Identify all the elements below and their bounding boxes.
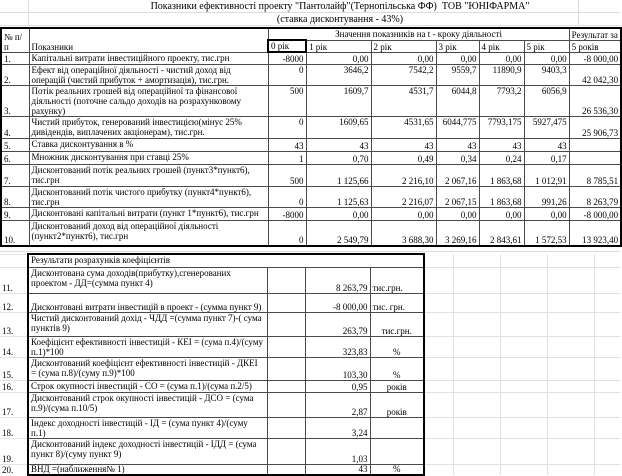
value-cell: 11890,9 [479,64,524,85]
col-header-year-1: 1 рік [306,40,371,52]
table-row [1,52,621,64]
indicator-cell: Чистий дисконтований дохід - ЧДД =(сумма пункт 7)-( сума пунктів 9) [28,312,267,336]
gridline-area [424,417,620,438]
value-cell: 4531,7 [371,85,436,116]
empty-cell [267,267,305,293]
row-num-cell: 7. [1,164,29,186]
result-cell: 13 923,40 [569,220,621,246]
row-num-cell: 12. [0,293,28,312]
table-row [1,64,621,85]
value-cell: 1 125,63 [306,186,371,207]
row-num-cell: 9. [1,207,29,220]
gridline-area [424,336,620,357]
value-cell: 7793,175 [479,116,524,138]
value-cell: 0,00 [371,207,436,220]
header-row-group [1,28,621,40]
value-cell: 0 [268,220,306,246]
value-cell: 2 067,15 [436,186,479,207]
table-row [0,417,620,438]
table-row [1,164,621,186]
unit-cell: тис.грн. [370,267,424,293]
row-num-cell: 20. [0,464,28,475]
unit-cell: тис. грн. [370,293,424,312]
table-row [0,336,620,357]
value-cell: 0,49 [371,151,436,164]
unit-cell: % [370,336,424,357]
gridline-area [424,438,620,464]
col-header-year-5: 5 рік [524,40,569,52]
value-cell: 0,70 [306,151,371,164]
row-num-cell: 8. [1,186,29,207]
value-cell: 0,00 [524,52,569,64]
col-header-indicator: Показники [29,28,268,52]
row-num-cell: 1. [1,52,29,64]
value-cell: 0,00 [306,52,371,64]
value-cell: 0,00 [479,207,524,220]
value-cell: 7542,2 [371,64,436,85]
result-cell: 25 906,73 [569,116,621,138]
value-cell: 0,00 [479,52,524,64]
row-num-cell: 11. [0,267,28,293]
row-num-cell: 6. [1,151,29,164]
value-cell: 7793,2 [479,85,524,116]
row-num-cell [0,254,28,267]
value-cell: 8 263,79 [305,267,370,293]
result-cell: -8 000,00 [569,52,621,64]
result-cell [569,138,621,151]
value-cell: 9403,3 [524,64,569,85]
value-cell: 6044,775 [436,116,479,138]
unit-cell: % [370,464,424,475]
value-cell: 1609,65 [306,116,371,138]
value-cell: 0,00 [436,207,479,220]
value-cell: 0 [268,116,306,138]
unit-cell: років [370,392,424,417]
indicator-cell: Коефіцієнт ефективності інвестицій - КЕІ = (сума п.4)/(суму п.1)*100 [28,336,267,357]
value-cell: 9559,7 [436,64,479,85]
value-cell: 0 [268,186,306,207]
results-section-title: Результати розрахунків коефіцієнтів [28,254,424,267]
empty-cell [267,417,305,438]
row-num-cell: 14. [0,336,28,357]
empty-cell [267,293,305,312]
value-cell: 3 269,16 [436,220,479,246]
gridline-area [424,293,620,312]
value-cell: 0,00 [436,52,479,64]
value-cell: 500 [268,85,306,116]
indicator-cell: Дисконтована сума доходів(прибутку),сгенерованих проектом - ДД=(сумма пункт 4) [28,267,267,293]
unit-cell: % [370,357,424,380]
indicator-cell: ВНД =(наближення№ 1) [28,464,267,475]
value-cell: -8000 [268,207,306,220]
row-num-cell: 16. [0,380,28,392]
value-cell: 6056,9 [524,85,569,116]
gridline-area [424,312,620,336]
indicator-cell: Дисконтований індекс доходності інвестицій - ІДД = (сума пункт 8)/(суму пункт 9) [28,438,267,464]
unit-cell [370,417,424,438]
table-row [0,438,620,464]
value-cell: -8000 [268,52,306,64]
value-cell: 5927,475 [524,116,569,138]
table-row [1,138,621,151]
value-cell: 0,34 [436,151,479,164]
indicator-cell: Ефект від операційної діяльності - чистий доход від операцій (чистий прибуток + амортизація), тис.грн. [29,64,268,85]
table-row [1,220,621,246]
gridline-area [424,357,620,380]
value-cell: 0,00 [371,52,436,64]
empty-cell [267,357,305,380]
value-cell: 1609,7 [306,85,371,116]
value-cell: 1 125,66 [306,164,371,186]
value-cell: 1 863,68 [479,186,524,207]
unit-cell: тис.грн. [370,312,424,336]
empty-cell [267,312,305,336]
value-cell: 0,95 [305,380,370,392]
row-num-cell: 13. [0,312,28,336]
value-cell: 3 688,30 [371,220,436,246]
value-cell: 0,24 [479,151,524,164]
col-header-group: Значення показників на t - кроку діяльності [268,28,569,40]
result-cell [569,151,621,164]
table-row [1,207,621,220]
subtitle-row [0,13,620,26]
value-cell: 0,17 [524,151,569,164]
result-cell: 8 785,51 [569,164,621,186]
indicator-cell: Потік реальних грошей від операційної та фінансової діяльності (поточне сальдо доходів на розрахунковому рахунку) [29,85,268,116]
row-num-cell: 3. [1,85,29,116]
unit-cell: років [370,380,424,392]
indicator-cell: Дисконтований строк окупності інвестицій - ДСО = (сума п.9)/(сума п.10/5) [28,392,267,417]
value-cell: 43 [306,138,371,151]
value-cell: 4531,65 [371,116,436,138]
col-header-num: № п/п [1,28,29,52]
indicators-table [0,27,622,247]
result-cell: 42 042,30 [569,64,621,85]
value-cell: 0 [268,64,306,85]
value-cell: 1 [268,151,306,164]
indicator-cell: Строк окупності інвестицій - СО = (сума п.1)/(сума п.2/5) [28,380,267,392]
gridline-vertical [578,0,579,26]
table-row [1,186,621,207]
indicator-cell: Капітальні витрати інвестиційного проекту, тис.грн [29,52,268,64]
value-cell: 2,87 [305,392,370,417]
table-row [0,392,620,417]
col-header-year-2: 2 рік [371,40,436,52]
indicator-cell: Дисконтований потік реальних грошей (пункт3*пункт6), тис.грн [29,164,268,186]
row-num-cell: 2. [1,64,29,85]
document-title: Показники ефективності проекту "Пантолайф"(Тернопільська ФФ) ТОВ "ЮНІФАРМА" [150,1,530,12]
value-cell: 3646,2 [306,64,371,85]
table-row [1,116,621,138]
value-cell: 991,26 [524,186,569,207]
indicator-cell: Чистий прибуток, генерований інвестицією(мінус 25% дивідендів, виплачених акціонерам), тис.грн. [29,116,268,138]
value-cell: 43 [479,138,524,151]
value-cell: 2 067,16 [436,164,479,186]
col-header-result-top: Результат за [569,28,621,40]
gridline-vertical [28,0,29,26]
discount-rate-subtitle: (ставка дисконтування - 43%) [276,14,404,25]
table-row [0,312,620,336]
row-num-cell: 19. [0,438,28,464]
value-cell: 1 572,53 [524,220,569,246]
value-cell: 43 [305,464,370,475]
row-num-cell: 4. [1,116,29,138]
result-cell: 26 536,30 [569,85,621,116]
table-row [0,293,620,312]
gridline-area [424,254,620,267]
gridline-area [424,267,620,293]
row-num-cell: 15. [0,357,28,380]
result-cell: 8 263,79 [569,186,621,207]
gridline-area [424,392,620,417]
table-row [0,357,620,380]
unit-cell [370,438,424,464]
value-cell: 43 [524,138,569,151]
value-cell: 43 [268,138,306,151]
result-cell: -8 000,00 [569,207,621,220]
indicator-cell: Дисконтовані витрати інвестицій в проект - (сумма пункт 9) [28,293,267,312]
value-cell: 1,03 [305,438,370,464]
value-cell: 103,30 [305,357,370,380]
empty-cell [267,336,305,357]
col-header-year-4: 4 рік [479,40,524,52]
col-header-result-bottom: 5 років [569,40,621,52]
gridline-area [424,464,620,475]
value-cell: 1 863,68 [479,164,524,186]
col-header-year-0: 0 рік [268,40,306,52]
empty-cell [267,380,305,392]
value-cell: 2 549,79 [306,220,371,246]
table-row [1,85,621,116]
results-table [0,253,620,476]
value-cell: 3,24 [305,417,370,438]
indicator-cell: Дисконтований коефіцієнт ефективності інвестицій - ДКЕІ = (сума п.8)/(суму п.9)*100 [28,357,267,380]
table-row [1,151,621,164]
empty-cell [267,464,305,475]
table-row [0,380,620,392]
value-cell: 2 216,10 [371,164,436,186]
value-cell: 43 [371,138,436,151]
value-cell: 2 216,07 [371,186,436,207]
row-num-cell: 17. [0,392,28,417]
value-cell: 43 [436,138,479,151]
gridline-area [424,380,620,392]
indicator-cell: Множник дисконтування при ставці 25% [29,151,268,164]
value-cell: 6044,8 [436,85,479,116]
table-row [0,267,620,293]
value-cell: 2 843,61 [479,220,524,246]
value-cell: 0,00 [306,207,371,220]
row-num-cell: 18. [0,417,28,438]
results-header-row [0,254,620,267]
value-cell: 323,83 [305,336,370,357]
indicator-cell: Дисконтовані капітальні витрати (пункт 1*пункт6), тис.грн [29,207,268,220]
indicator-cell: Дисконтований потік чистого прибутку (пункт4*пункт6), тис.грн [29,186,268,207]
indicator-cell: Індекс доходності інвестицій - ІД = (сума пункт 4)/(суму п.1) [28,417,267,438]
empty-cell [267,438,305,464]
empty-cell [267,392,305,417]
value-cell: -8 000,00 [305,293,370,312]
table-row [0,464,620,475]
row-num-cell: 10. [1,220,29,246]
indicator-cell: Дисконтований доход від операційної діяльності (пункт2*пункт6), тис.грн [29,220,268,246]
row-num-cell: 5. [1,138,29,151]
gridline-gap-row [0,244,620,252]
col-header-year-3: 3 рік [436,40,479,52]
value-cell: 0,00 [524,207,569,220]
value-cell: 500 [268,164,306,186]
value-cell: 263,79 [305,312,370,336]
indicator-cell: Ставка дисконтування в % [29,138,268,151]
title-row [0,0,620,13]
value-cell: 1 012,91 [524,164,569,186]
